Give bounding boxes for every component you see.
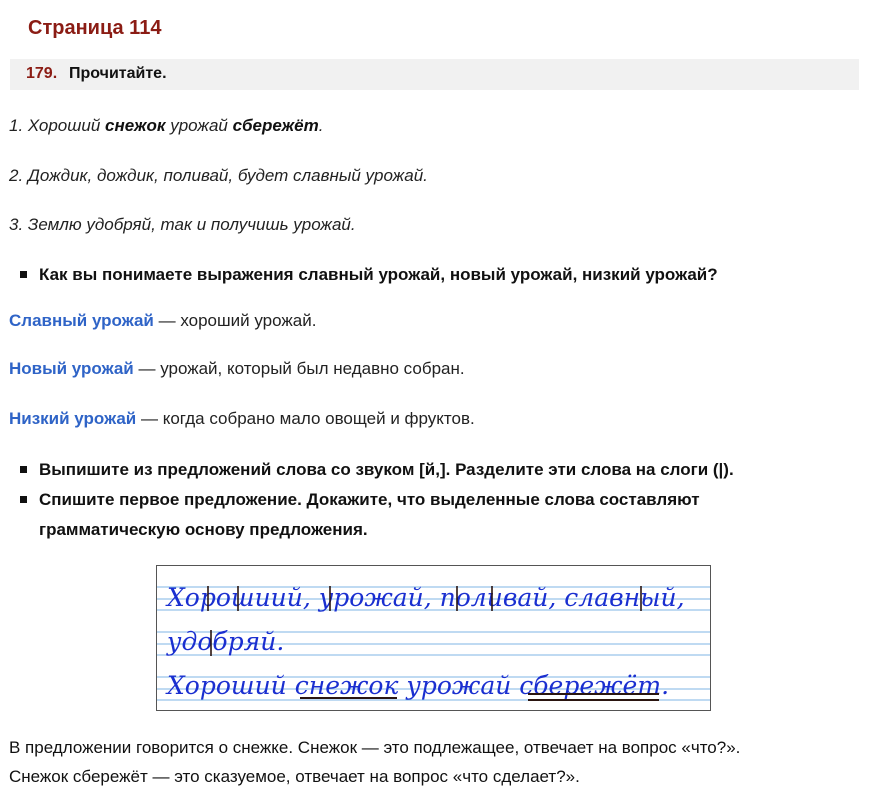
bullet-icon xyxy=(20,466,27,473)
hw-word: Хороший xyxy=(167,671,295,700)
question-2 xyxy=(20,455,734,485)
definition-text: — хороший урожай. xyxy=(153,311,317,330)
question-text-line-1: Спишите первое предложение. Докажите, что выделенные слова составляют xyxy=(39,490,700,509)
hw-predicate: сбережёт xyxy=(519,671,662,700)
handwriting-line-2: удобряй. xyxy=(167,627,285,656)
highlighted-word: снежок xyxy=(105,116,166,135)
sentence-2 xyxy=(9,166,428,186)
definition-term: Низкий урожай xyxy=(9,409,137,428)
sentence-text: Дождик, дождик, поливай, будет славный урожай. xyxy=(27,166,428,185)
sentence-number: 1. xyxy=(9,116,24,135)
hw-word: . xyxy=(661,671,670,700)
definition-term: Славный урожай xyxy=(9,311,154,330)
definition-text: — когда собрано мало овощей и фруктов. xyxy=(136,409,475,428)
sentence-text: Хороший xyxy=(27,116,105,135)
handwriting-line-3 xyxy=(165,671,669,700)
handwriting-lines xyxy=(157,566,710,710)
task-header xyxy=(10,59,859,90)
definition-text: — урожай, который был недавно собран. xyxy=(133,359,465,378)
sentence-text: . xyxy=(318,116,324,135)
highlighted-word: сбережёт xyxy=(232,116,319,135)
bullet-icon xyxy=(20,496,27,503)
task-number: 179. xyxy=(26,65,58,82)
question-1 xyxy=(20,260,718,290)
question-text-line-2: грамматическую основу предложения. xyxy=(39,520,368,539)
definition-1 xyxy=(9,311,316,331)
bullet-icon xyxy=(20,271,27,278)
sentence-number: 3. xyxy=(9,215,24,234)
sentence-1 xyxy=(9,116,323,136)
sentence-number: 2. xyxy=(9,166,24,185)
question-text: Выпишите из предложений слова со звуком [й,]. Разделите эти слова на слоги (|). xyxy=(39,460,734,479)
sentence-3 xyxy=(9,215,356,235)
sentence-text: урожай xyxy=(165,116,233,135)
hw-word: урожай xyxy=(398,671,520,700)
definition-3 xyxy=(9,409,475,429)
handwriting-line-1: Хорошиий, урожай, поливай, славный, xyxy=(167,583,685,612)
definition-term: Новый урожай xyxy=(9,359,134,378)
definition-2 xyxy=(9,359,465,379)
task-title: Прочитайте. xyxy=(69,65,167,82)
handwriting-image xyxy=(156,565,711,711)
question-3 xyxy=(20,485,700,545)
question-text: Как вы понимаете выражения славный урожай, новый урожай, низкий урожай? xyxy=(39,265,718,284)
answer-line-1: В предложении говорится о снежке. Снежок — это подлежащее, отвечает на вопрос «что?». xyxy=(9,738,741,757)
sentence-text: Землю удобряй, так и получишь урожай. xyxy=(27,215,356,234)
page-title: Страница 114 xyxy=(28,17,162,39)
hw-subject: снежок xyxy=(294,671,399,700)
answer-line-2: Снежок сбережёт — это сказуемое, отвечает на вопрос «что сделает?». xyxy=(9,767,580,786)
